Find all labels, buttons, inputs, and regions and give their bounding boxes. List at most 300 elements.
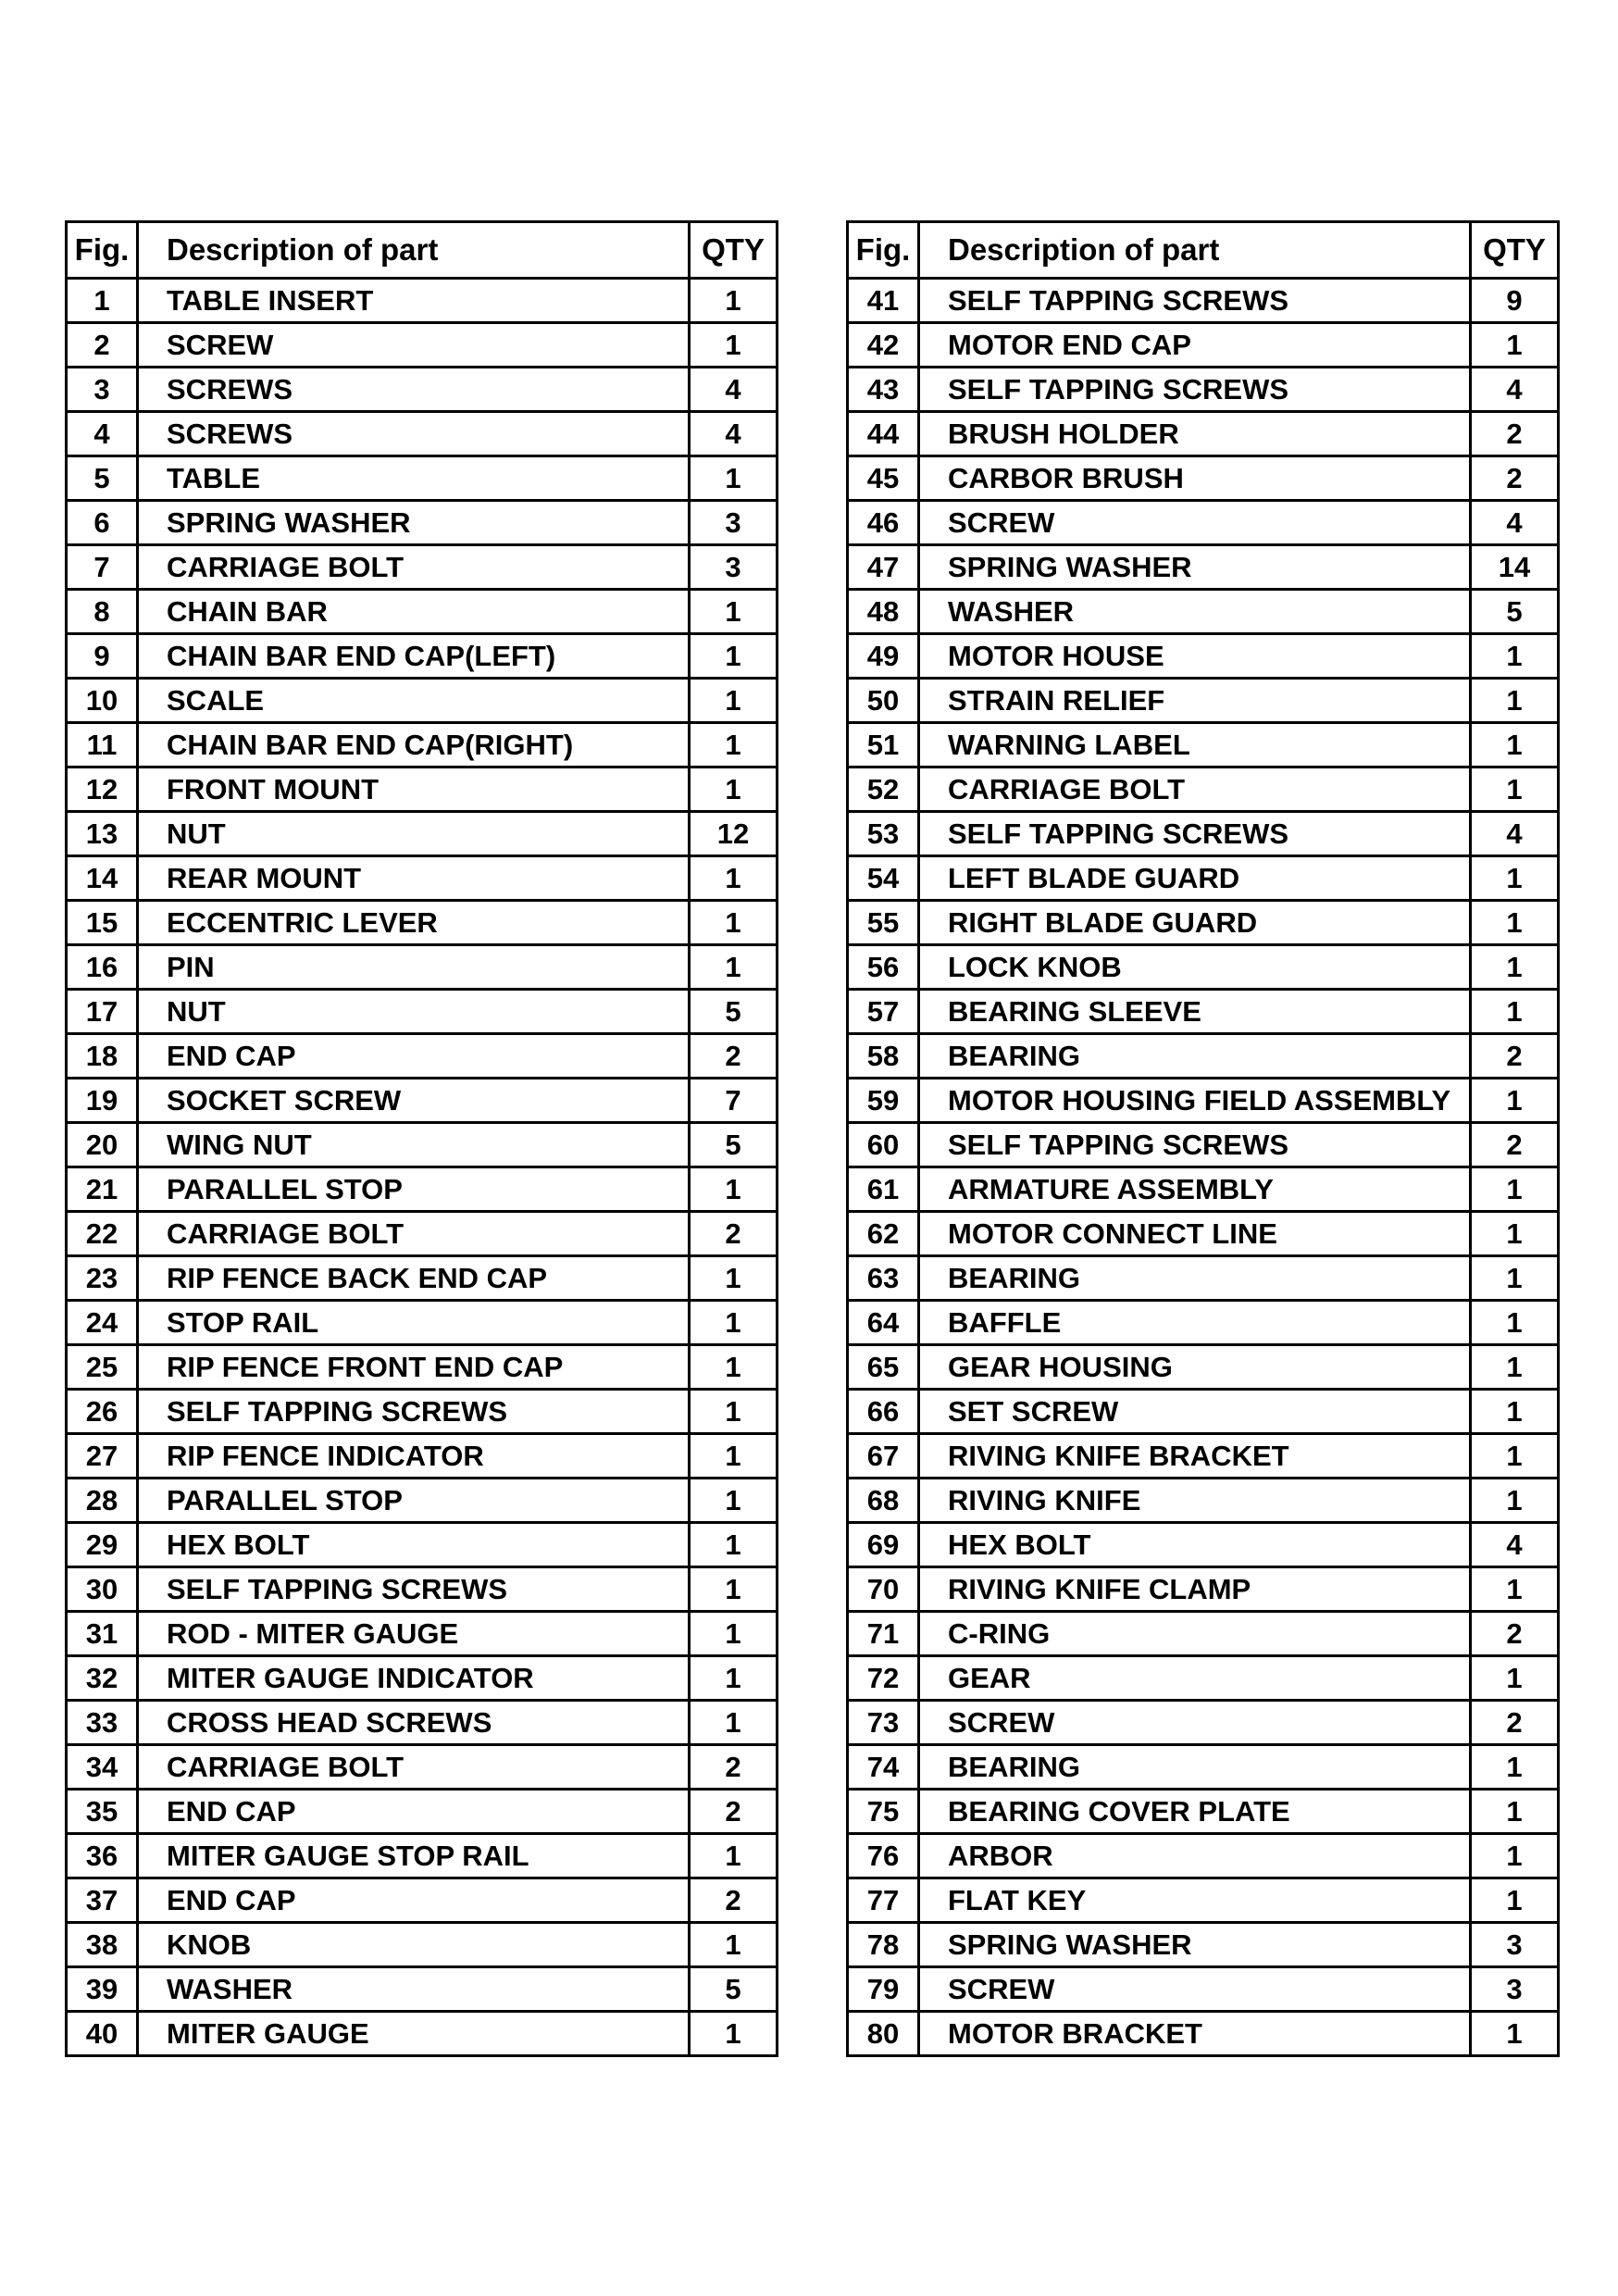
part-description: MOTOR CONNECT LINE <box>919 1212 1471 1256</box>
part-fig: 41 <box>848 279 919 323</box>
part-fig: 57 <box>848 990 919 1034</box>
part-fig: 69 <box>848 1523 919 1567</box>
part-description: MOTOR HOUSING FIELD ASSEMBLY <box>919 1079 1471 1123</box>
part-qty: 4 <box>1471 501 1559 545</box>
part-description: CARBOR BRUSH <box>919 456 1471 501</box>
part-description: FLAT KEY <box>919 1878 1471 1923</box>
part-qty: 2 <box>690 1212 778 1256</box>
part-fig: 72 <box>848 1656 919 1701</box>
part-description: SELF TAPPING SCREWS <box>919 1123 1471 1167</box>
part-description: HEX BOLT <box>138 1523 690 1567</box>
part-qty: 2 <box>690 1034 778 1079</box>
part-fig: 50 <box>848 679 919 723</box>
part-description: SCREWS <box>138 368 690 412</box>
part-description: NUT <box>138 812 690 856</box>
header-fig: Fig. <box>848 222 919 279</box>
part-fig: 74 <box>848 1745 919 1790</box>
part-description: END CAP <box>138 1034 690 1079</box>
part-fig: 32 <box>67 1656 138 1701</box>
table-row <box>848 412 1559 456</box>
part-qty: 2 <box>1471 1701 1559 1745</box>
part-qty: 3 <box>690 545 778 590</box>
part-description: CARRIAGE BOLT <box>919 767 1471 812</box>
table-row <box>67 1523 778 1567</box>
part-description: BAFFLE <box>919 1301 1471 1345</box>
part-qty: 1 <box>1471 1301 1559 1345</box>
part-qty: 1 <box>690 1612 778 1656</box>
table-row <box>67 368 778 412</box>
table-row <box>67 323 778 368</box>
part-fig: 21 <box>67 1167 138 1212</box>
table-row <box>848 1123 1559 1167</box>
table-row <box>67 634 778 679</box>
part-fig: 68 <box>848 1479 919 1523</box>
table-row <box>848 501 1559 545</box>
part-fig: 75 <box>848 1790 919 1834</box>
header-description: Description of part <box>919 222 1471 279</box>
table-header-row <box>67 222 778 279</box>
part-description: CHAIN BAR END CAP(LEFT) <box>138 634 690 679</box>
part-fig: 3 <box>67 368 138 412</box>
part-qty: 5 <box>690 1123 778 1167</box>
part-description: WARNING LABEL <box>919 723 1471 767</box>
table-row <box>848 1167 1559 1212</box>
part-description: SELF TAPPING SCREWS <box>138 1390 690 1434</box>
part-fig: 14 <box>67 856 138 901</box>
table-row <box>848 1523 1559 1567</box>
part-fig: 78 <box>848 1923 919 1967</box>
part-description: END CAP <box>138 1790 690 1834</box>
part-qty: 1 <box>690 679 778 723</box>
table-row <box>848 1034 1559 1079</box>
part-description: CARRIAGE BOLT <box>138 1212 690 1256</box>
part-qty: 2 <box>690 1878 778 1923</box>
table-row <box>67 1612 778 1656</box>
table-row <box>67 1301 778 1345</box>
part-qty: 1 <box>690 723 778 767</box>
table-row <box>848 456 1559 501</box>
part-description: WING NUT <box>138 1123 690 1167</box>
table-row <box>67 679 778 723</box>
part-fig: 34 <box>67 1745 138 1790</box>
table-row <box>848 1390 1559 1434</box>
table-row <box>67 456 778 501</box>
part-qty: 1 <box>690 1345 778 1390</box>
table-row <box>67 1079 778 1123</box>
table-row <box>67 1123 778 1167</box>
part-fig: 66 <box>848 1390 919 1434</box>
table-row <box>67 412 778 456</box>
part-fig: 5 <box>67 456 138 501</box>
table-row <box>67 990 778 1034</box>
part-qty: 1 <box>690 856 778 901</box>
part-fig: 63 <box>848 1256 919 1301</box>
part-qty: 1 <box>1471 767 1559 812</box>
part-fig: 54 <box>848 856 919 901</box>
part-description: ARMATURE ASSEMBLY <box>919 1167 1471 1212</box>
part-fig: 28 <box>67 1479 138 1523</box>
table-row <box>67 2012 778 2056</box>
table-row <box>67 1034 778 1079</box>
part-qty: 2 <box>690 1790 778 1834</box>
part-qty: 2 <box>1471 1612 1559 1656</box>
part-qty: 5 <box>690 990 778 1034</box>
part-description: SOCKET SCREW <box>138 1079 690 1123</box>
table-row <box>67 1923 778 1967</box>
part-description: RIVING KNIFE <box>919 1479 1471 1523</box>
part-description: SCREW <box>919 1967 1471 2012</box>
part-qty: 1 <box>690 2012 778 2056</box>
part-description: SCREW <box>919 501 1471 545</box>
part-description: BEARING COVER PLATE <box>919 1790 1471 1834</box>
part-description: RIP FENCE INDICATOR <box>138 1434 690 1479</box>
part-fig: 67 <box>848 1434 919 1479</box>
part-description: C-RING <box>919 1612 1471 1656</box>
table-row <box>848 1878 1559 1923</box>
part-fig: 56 <box>848 945 919 990</box>
part-qty: 4 <box>690 368 778 412</box>
part-fig: 16 <box>67 945 138 990</box>
table-row <box>67 1212 778 1256</box>
table-row <box>67 1656 778 1701</box>
part-description: ROD - MITER GAUGE <box>138 1612 690 1656</box>
part-description: CHAIN BAR <box>138 590 690 634</box>
part-qty: 1 <box>1471 323 1559 368</box>
part-description: FRONT MOUNT <box>138 767 690 812</box>
table-row <box>848 1567 1559 1612</box>
table-row <box>67 1701 778 1745</box>
part-fig: 42 <box>848 323 919 368</box>
part-qty: 1 <box>690 767 778 812</box>
part-qty: 1 <box>1471 945 1559 990</box>
parts-table-right <box>846 220 1560 2057</box>
part-fig: 62 <box>848 1212 919 1256</box>
part-fig: 25 <box>67 1345 138 1390</box>
part-description: ECCENTRIC LEVER <box>138 901 690 945</box>
part-qty: 1 <box>1471 1878 1559 1923</box>
part-description: SELF TAPPING SCREWS <box>919 368 1471 412</box>
part-fig: 73 <box>848 1701 919 1745</box>
parts-rows-right <box>848 279 1559 2056</box>
part-description: CHAIN BAR END CAP(RIGHT) <box>138 723 690 767</box>
table-row <box>848 990 1559 1034</box>
part-qty: 3 <box>690 501 778 545</box>
part-description: RIGHT BLADE GUARD <box>919 901 1471 945</box>
part-qty: 1 <box>690 1656 778 1701</box>
table-row <box>848 1079 1559 1123</box>
part-description: STOP RAIL <box>138 1301 690 1345</box>
part-qty: 9 <box>1471 279 1559 323</box>
part-fig: 35 <box>67 1790 138 1834</box>
part-description: RIVING KNIFE CLAMP <box>919 1567 1471 1612</box>
part-qty: 1 <box>1471 1567 1559 1612</box>
part-fig: 38 <box>67 1923 138 1967</box>
part-fig: 26 <box>67 1390 138 1434</box>
part-description: WASHER <box>138 1967 690 2012</box>
part-qty: 1 <box>1471 1790 1559 1834</box>
part-description: LEFT BLADE GUARD <box>919 856 1471 901</box>
part-fig: 39 <box>67 1967 138 2012</box>
header-qty: QTY <box>690 222 778 279</box>
part-description: RIP FENCE FRONT END CAP <box>138 1345 690 1390</box>
header-fig: Fig. <box>67 222 138 279</box>
part-description: KNOB <box>138 1923 690 1967</box>
part-qty: 1 <box>1471 1390 1559 1434</box>
part-description: WASHER <box>919 590 1471 634</box>
part-fig: 58 <box>848 1034 919 1079</box>
part-fig: 12 <box>67 767 138 812</box>
part-description: BEARING <box>919 1256 1471 1301</box>
part-fig: 7 <box>67 545 138 590</box>
table-row <box>848 1656 1559 1701</box>
part-qty: 1 <box>690 1390 778 1434</box>
part-description: BEARING <box>919 1745 1471 1790</box>
part-description: CARRIAGE BOLT <box>138 545 690 590</box>
part-description: NUT <box>138 990 690 1034</box>
part-fig: 40 <box>67 2012 138 2056</box>
table-row <box>67 1567 778 1612</box>
part-qty: 1 <box>1471 1745 1559 1790</box>
part-description: RIVING KNIFE BRACKET <box>919 1434 1471 1479</box>
part-description: HEX BOLT <box>919 1523 1471 1567</box>
table-row <box>848 1434 1559 1479</box>
table-row <box>848 679 1559 723</box>
part-fig: 1 <box>67 279 138 323</box>
part-description: SELF TAPPING SCREWS <box>919 279 1471 323</box>
part-qty: 1 <box>1471 2012 1559 2056</box>
part-description: MOTOR HOUSE <box>919 634 1471 679</box>
part-fig: 60 <box>848 1123 919 1167</box>
part-qty: 1 <box>690 1834 778 1878</box>
part-fig: 80 <box>848 2012 919 2056</box>
part-qty: 1 <box>690 1434 778 1479</box>
table-row <box>848 1923 1559 1967</box>
part-description: PARALLEL STOP <box>138 1479 690 1523</box>
part-qty: 1 <box>690 1523 778 1567</box>
table-row <box>848 767 1559 812</box>
part-qty: 1 <box>690 901 778 945</box>
part-qty: 4 <box>1471 1523 1559 1567</box>
part-description: SPRING WASHER <box>919 545 1471 590</box>
table-row <box>67 1967 778 2012</box>
part-qty: 4 <box>1471 368 1559 412</box>
part-qty: 1 <box>690 323 778 368</box>
table-row <box>848 901 1559 945</box>
part-qty: 1 <box>1471 1834 1559 1878</box>
parts-table-left <box>65 220 778 2057</box>
part-description: ARBOR <box>919 1834 1471 1878</box>
table-row <box>67 1790 778 1834</box>
part-fig: 13 <box>67 812 138 856</box>
table-row <box>848 323 1559 368</box>
part-qty: 1 <box>690 1167 778 1212</box>
part-qty: 1 <box>1471 634 1559 679</box>
part-qty: 12 <box>690 812 778 856</box>
part-fig: 11 <box>67 723 138 767</box>
part-qty: 1 <box>690 1923 778 1967</box>
part-qty: 14 <box>1471 545 1559 590</box>
part-fig: 77 <box>848 1878 919 1923</box>
part-qty: 1 <box>1471 1434 1559 1479</box>
part-fig: 17 <box>67 990 138 1034</box>
part-description: RIP FENCE BACK END CAP <box>138 1256 690 1301</box>
table-row <box>67 1878 778 1923</box>
table-row <box>67 1434 778 1479</box>
part-description: CARRIAGE BOLT <box>138 1745 690 1790</box>
part-fig: 76 <box>848 1834 919 1878</box>
table-row <box>848 368 1559 412</box>
table-row <box>67 856 778 901</box>
part-description: BEARING SLEEVE <box>919 990 1471 1034</box>
part-fig: 15 <box>67 901 138 945</box>
table-row <box>848 279 1559 323</box>
part-description: SCALE <box>138 679 690 723</box>
part-qty: 2 <box>1471 456 1559 501</box>
part-fig: 65 <box>848 1345 919 1390</box>
table-row <box>67 901 778 945</box>
part-qty: 1 <box>1471 1656 1559 1701</box>
table-row <box>848 1301 1559 1345</box>
part-qty: 1 <box>1471 990 1559 1034</box>
part-description: SPRING WASHER <box>138 501 690 545</box>
table-row <box>848 2012 1559 2056</box>
part-qty: 1 <box>1471 723 1559 767</box>
part-description: TABLE <box>138 456 690 501</box>
table-row <box>67 1479 778 1523</box>
part-qty: 1 <box>1471 1079 1559 1123</box>
part-fig: 64 <box>848 1301 919 1345</box>
part-description: REAR MOUNT <box>138 856 690 901</box>
table-row <box>848 1701 1559 1745</box>
table-row <box>848 1212 1559 1256</box>
part-fig: 18 <box>67 1034 138 1079</box>
part-fig: 53 <box>848 812 919 856</box>
part-description: MITER GAUGE STOP RAIL <box>138 1834 690 1878</box>
part-fig: 37 <box>67 1878 138 1923</box>
part-fig: 71 <box>848 1612 919 1656</box>
table-row <box>848 590 1559 634</box>
part-description: GEAR <box>919 1656 1471 1701</box>
parts-rows-left <box>67 279 778 2056</box>
header-qty: QTY <box>1471 222 1559 279</box>
part-qty: 2 <box>1471 1123 1559 1167</box>
table-row <box>67 1345 778 1390</box>
table-row <box>848 1345 1559 1390</box>
part-qty: 5 <box>690 1967 778 2012</box>
part-qty: 5 <box>1471 590 1559 634</box>
part-fig: 36 <box>67 1834 138 1878</box>
part-fig: 10 <box>67 679 138 723</box>
part-qty: 2 <box>1471 412 1559 456</box>
table-row <box>67 767 778 812</box>
part-description: BEARING <box>919 1034 1471 1079</box>
part-qty: 1 <box>690 456 778 501</box>
part-description: PIN <box>138 945 690 990</box>
part-description: MOTOR BRACKET <box>919 2012 1471 2056</box>
part-fig: 70 <box>848 1567 919 1612</box>
table-row <box>67 590 778 634</box>
table-row <box>848 723 1559 767</box>
part-qty: 4 <box>690 412 778 456</box>
part-fig: 24 <box>67 1301 138 1345</box>
part-description: MITER GAUGE INDICATOR <box>138 1656 690 1701</box>
part-fig: 33 <box>67 1701 138 1745</box>
part-qty: 1 <box>690 590 778 634</box>
part-description: CROSS HEAD SCREWS <box>138 1701 690 1745</box>
part-fig: 19 <box>67 1079 138 1123</box>
part-description: LOCK KNOB <box>919 945 1471 990</box>
part-qty: 1 <box>1471 856 1559 901</box>
part-description: MOTOR END CAP <box>919 323 1471 368</box>
part-qty: 1 <box>690 279 778 323</box>
part-qty: 1 <box>690 1301 778 1345</box>
part-fig: 44 <box>848 412 919 456</box>
table-row <box>848 945 1559 990</box>
part-fig: 59 <box>848 1079 919 1123</box>
part-qty: 1 <box>1471 1256 1559 1301</box>
table-row <box>848 1834 1559 1878</box>
part-fig: 23 <box>67 1256 138 1301</box>
part-description: SELF TAPPING SCREWS <box>138 1567 690 1612</box>
table-row <box>848 1479 1559 1523</box>
table-row <box>67 545 778 590</box>
table-row <box>67 501 778 545</box>
table-row <box>67 1390 778 1434</box>
part-fig: 48 <box>848 590 919 634</box>
part-qty: 1 <box>690 1567 778 1612</box>
part-description: TABLE INSERT <box>138 279 690 323</box>
part-fig: 49 <box>848 634 919 679</box>
table-row <box>848 545 1559 590</box>
table-row <box>67 1745 778 1790</box>
part-fig: 8 <box>67 590 138 634</box>
part-fig: 79 <box>848 1967 919 2012</box>
table-row <box>848 1790 1559 1834</box>
table-row <box>848 1256 1559 1301</box>
part-fig: 43 <box>848 368 919 412</box>
part-description: BRUSH HOLDER <box>919 412 1471 456</box>
part-description: MITER GAUGE <box>138 2012 690 2056</box>
part-qty: 1 <box>1471 679 1559 723</box>
part-description: SELF TAPPING SCREWS <box>919 812 1471 856</box>
part-description: GEAR HOUSING <box>919 1345 1471 1390</box>
part-qty: 1 <box>690 634 778 679</box>
table-row <box>848 812 1559 856</box>
part-qty: 1 <box>1471 1167 1559 1212</box>
part-fig: 20 <box>67 1123 138 1167</box>
table-row <box>67 1256 778 1301</box>
part-qty: 1 <box>1471 1212 1559 1256</box>
part-fig: 9 <box>67 634 138 679</box>
part-qty: 4 <box>1471 812 1559 856</box>
part-fig: 31 <box>67 1612 138 1656</box>
part-fig: 4 <box>67 412 138 456</box>
table-row <box>67 1167 778 1212</box>
part-fig: 30 <box>67 1567 138 1612</box>
part-fig: 29 <box>67 1523 138 1567</box>
part-qty: 1 <box>690 1701 778 1745</box>
part-description: STRAIN RELIEF <box>919 679 1471 723</box>
table-row <box>67 279 778 323</box>
part-fig: 2 <box>67 323 138 368</box>
header-description: Description of part <box>138 222 690 279</box>
part-fig: 22 <box>67 1212 138 1256</box>
part-fig: 55 <box>848 901 919 945</box>
part-qty: 7 <box>690 1079 778 1123</box>
part-fig: 46 <box>848 501 919 545</box>
part-qty: 1 <box>1471 1345 1559 1390</box>
part-qty: 2 <box>690 1745 778 1790</box>
